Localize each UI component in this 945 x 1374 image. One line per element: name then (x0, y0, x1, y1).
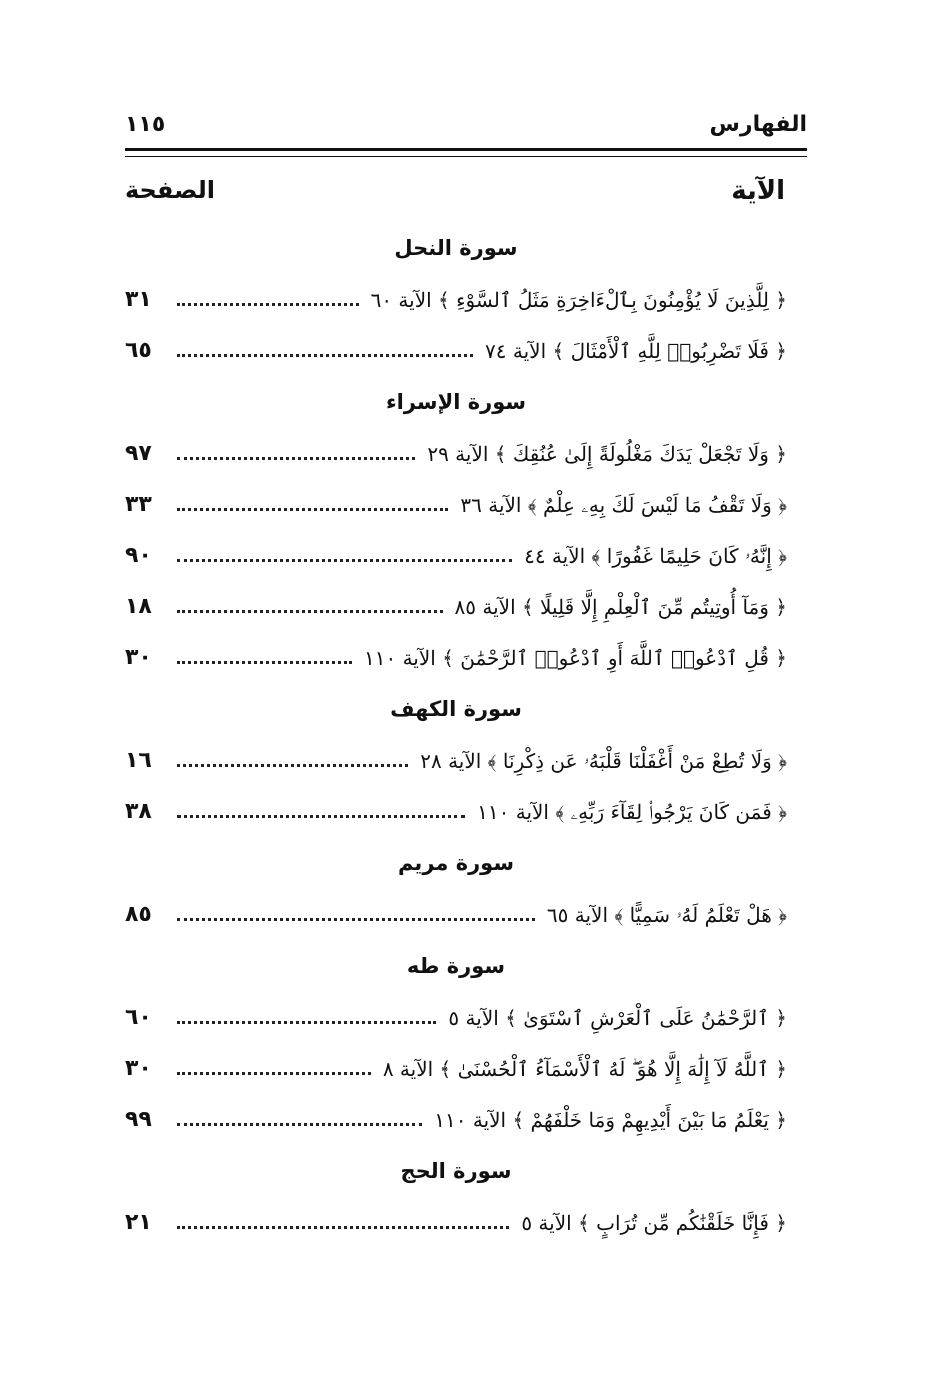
verse-text: ﴿ فَلَا تَضْرِبُوا۟ لِلَّهِ ٱلْأَمْثَالَ ﴾ الآية ٧٤ (485, 338, 787, 363)
dot-leader (177, 1113, 422, 1126)
surah-heading: سورة الإسراء (385, 390, 527, 414)
page-column-header: الصفحة (125, 176, 216, 204)
index-entry (125, 1094, 787, 1145)
dot-leader (177, 293, 359, 306)
index-entry (125, 992, 787, 1043)
surah-heading: سورة طه (406, 954, 506, 978)
index-entry (125, 581, 787, 632)
page-reference: ٢١ (125, 1210, 152, 1235)
dot-leader (177, 908, 535, 921)
verse-text: ﴿ وَمَآ أُوتِيتُم مِّنَ ٱلْعِلْمِ إِلَّا قَلِيلًا ﴾ الآية ٨٥ (454, 594, 787, 619)
dot-leader (177, 1216, 509, 1229)
index-entry (125, 889, 787, 940)
page-reference: ٨٥ (125, 902, 152, 927)
dot-leader (177, 805, 465, 818)
dot-leader (177, 1062, 371, 1075)
verse-text: ﴿ فَإِنَّا خَلَقْنَٰكُم مِّن تُرَابٍ ﴾ الآية ٥ (521, 1210, 787, 1235)
index-entry (125, 479, 787, 530)
page-reference: ١٨ (125, 594, 152, 619)
index-entry (125, 1043, 787, 1094)
running-head (125, 112, 807, 146)
verse-text: ﴿ لِلَّذِينَ لَا يُؤْمِنُونَ بِٱلْءَاخِرَةِ مَثَلُ ٱلسَّوْءِ ﴾ الآية ٦٠ (370, 287, 787, 312)
page-reference: ١٦ (125, 748, 152, 773)
page-reference: ٣٨ (125, 799, 152, 824)
verse-text: ﴿ فَمَن كَانَ يَرْجُوا۟ لِقَآءَ رَبِّهِۦ ﴾ الآية ١١٠ (477, 799, 787, 824)
dot-leader (177, 549, 512, 562)
surah-heading: سورة الكهف (390, 697, 522, 721)
index-entry (125, 530, 787, 581)
page-reference: ٣٣ (125, 492, 152, 517)
verse-text: ﴿ إِنَّهُۥ كَانَ حَلِيمًا غَفُورًا ﴾ الآية ٤٤ (524, 543, 787, 568)
verse-text: ﴿ ٱللَّهُ لَآ إِلَٰهَ إِلَّا هُوَ ۖ لَهُ ٱلْأَسْمَآءُ ٱلْحُسْنَىٰ ﴾ الآية ٨ (382, 1056, 787, 1081)
surah-heading: سورة مريم (397, 851, 515, 875)
dot-leader (177, 498, 448, 511)
index-entry (125, 632, 787, 683)
page-number: ١١٥ (125, 112, 166, 137)
page-reference: ٦٠ (125, 1005, 152, 1030)
index-list (125, 222, 787, 1248)
index-entry (125, 428, 787, 479)
page-reference: ٩٠ (125, 543, 152, 568)
header-rule-thin (125, 156, 807, 157)
index-entry (125, 735, 787, 786)
page-reference: ٩٩ (125, 1107, 152, 1132)
verse-text: ﴿ قُلِ ٱدْعُوا۟ ٱللَّهَ أَوِ ٱدْعُوا۟ ٱلرَّحْمَٰنَ ﴾ الآية ١١٠ (363, 645, 787, 670)
index-entry (125, 786, 787, 837)
verse-text: ﴿ وَلَا تُطِعْ مَنْ أَغْفَلْنَا قَلْبَهُۥ عَن ذِكْرِنَا ﴾ الآية ٢٨ (420, 748, 787, 773)
dot-leader (177, 1011, 436, 1024)
dot-leader (177, 754, 408, 767)
verse-column-header: الآية (731, 176, 785, 206)
dot-leader (177, 651, 352, 664)
section-title: الفهارس (709, 112, 807, 137)
index-entry (125, 274, 787, 325)
index-entry (125, 325, 787, 376)
page-reference: ٣١ (125, 287, 152, 312)
index-entry (125, 1197, 787, 1248)
dot-leader (177, 600, 443, 613)
page-reference: ٩٧ (125, 441, 152, 466)
surah-heading: سورة الحج (400, 1159, 512, 1183)
verse-text: ﴿ وَلَا تَقْفُ مَا لَيْسَ لَكَ بِهِۦ عِلْمٌ ﴾ الآية ٣٦ (460, 492, 787, 517)
dot-leader (177, 344, 473, 357)
verse-text: ﴿ يَعْلَمُ مَا بَيْنَ أَيْدِيهِمْ وَمَا خَلْفَهُمْ ﴾ الآية ١١٠ (434, 1107, 787, 1132)
verse-text: ﴿ هَلْ تَعْلَمُ لَهُۥ سَمِيًّا ﴾ الآية ٦٥ (546, 902, 787, 927)
dot-leader (177, 447, 415, 460)
verse-text: ﴿ وَلَا تَجْعَلْ يَدَكَ مَغْلُولَةً إِلَىٰ عُنُقِكَ ﴾ الآية ٢٩ (427, 441, 787, 466)
surah-heading: سورة النحل (394, 236, 518, 260)
column-headers (125, 176, 785, 216)
header-rule-thick (125, 148, 807, 151)
page-reference: ٣٠ (125, 1056, 152, 1081)
verse-text: ﴿ ٱلرَّحْمَٰنُ عَلَى ٱلْعَرْشِ ٱسْتَوَىٰ ﴾ الآية ٥ (448, 1005, 787, 1030)
page-reference: ٣٠ (125, 645, 152, 670)
page-reference: ٦٥ (125, 338, 152, 363)
